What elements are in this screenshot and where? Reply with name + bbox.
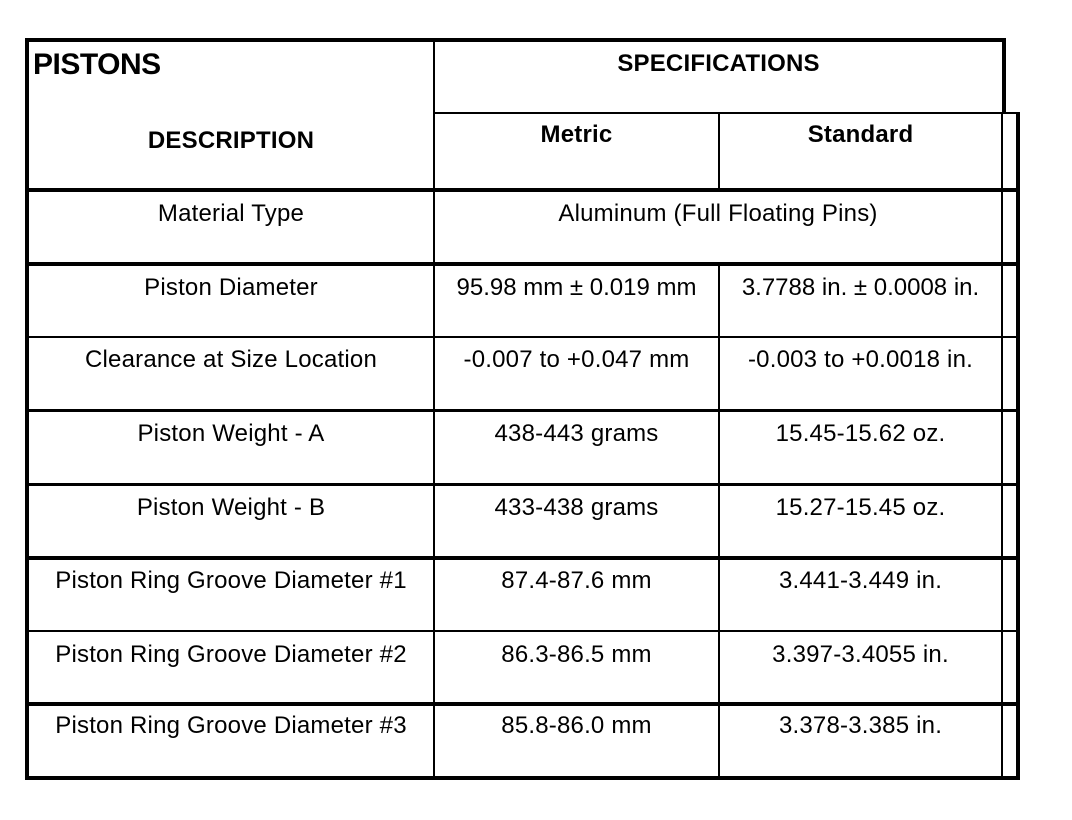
border-right-upper <box>1002 38 1006 114</box>
table-title: PISTONS <box>33 48 161 81</box>
row-line-6 <box>25 630 1020 632</box>
row-description: Piston Diameter <box>144 274 318 301</box>
specifications-header: SPECIFICATIONS <box>617 50 820 77</box>
metric-header: Metric <box>540 121 613 148</box>
row-line-4 <box>25 483 1020 486</box>
row-metric-value: 433-438 grams <box>494 494 659 521</box>
row-metric-value: 85.8-86.0 mm <box>501 712 652 739</box>
row-standard-value: 15.27-15.45 oz. <box>775 494 946 521</box>
row-standard-value: 3.397-3.4055 in. <box>772 641 949 668</box>
row-description: Piston Ring Groove Diameter #3 <box>55 712 407 739</box>
row-description: Piston Weight - A <box>137 420 325 447</box>
row-description: Material Type <box>157 200 305 227</box>
row-metric-value: 438-443 grams <box>494 420 659 447</box>
row-line-2 <box>25 336 1020 338</box>
row-standard-value: 15.45-15.62 oz. <box>775 420 946 447</box>
row-line-header <box>25 188 1020 192</box>
row-line-specs <box>433 112 1020 114</box>
border-right-outer <box>1016 112 1020 780</box>
row-metric-value: -0.007 to +0.047 mm <box>463 346 690 373</box>
border-bottom <box>25 776 1020 780</box>
row-metric-value: 86.3-86.5 mm <box>501 641 652 668</box>
row-description: Piston Ring Groove Diameter #2 <box>55 641 407 668</box>
standard-header: Standard <box>807 121 914 148</box>
border-top <box>25 38 1006 42</box>
border-right-inner <box>1001 112 1003 780</box>
row-line-7 <box>25 702 1020 706</box>
row-metric-value: 87.4-87.6 mm <box>501 567 652 594</box>
row-material-value: Aluminum (Full Floating Pins) <box>558 200 878 227</box>
row-standard-value: 3.378-3.385 in. <box>778 712 943 739</box>
row-line-1 <box>25 262 1020 266</box>
row-metric-value: 95.98 mm ± 0.019 mm <box>456 274 697 301</box>
description-header: DESCRIPTION <box>147 127 315 154</box>
row-description: Clearance at Size Location <box>84 346 378 373</box>
row-line-3 <box>25 409 1020 412</box>
row-description: Piston Weight - B <box>136 494 326 521</box>
row-standard-value: 3.441-3.449 in. <box>778 567 943 594</box>
row-standard-value: -0.003 to +0.0018 in. <box>747 346 974 373</box>
row-standard-value: 3.7788 in. ± 0.0008 in. <box>741 274 980 301</box>
row-line-5 <box>25 556 1020 560</box>
row-description: Piston Ring Groove Diameter #1 <box>55 567 407 594</box>
